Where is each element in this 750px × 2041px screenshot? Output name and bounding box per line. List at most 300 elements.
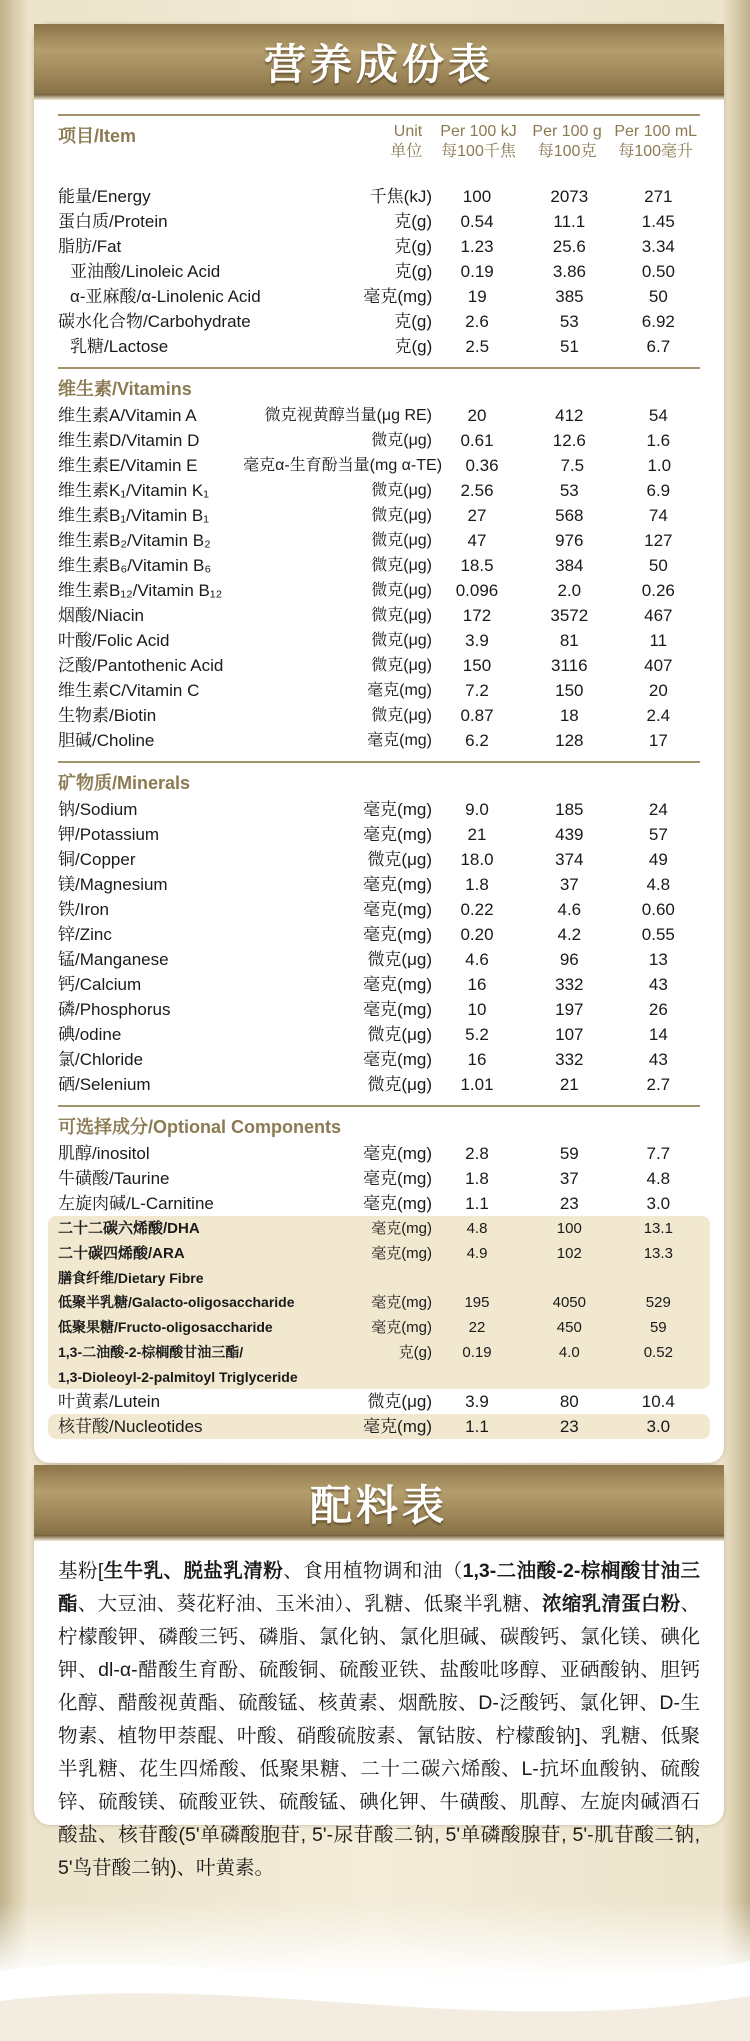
row-unit: 微克视黄醇当量(μg RE) xyxy=(264,407,433,424)
row-per-g: 107 xyxy=(555,1025,584,1044)
row-name: 磷/Phosphorus xyxy=(58,1000,171,1019)
table-row xyxy=(58,628,700,653)
header-unit xyxy=(363,122,422,184)
ingredients-panel xyxy=(34,1465,724,1879)
row-unit: 毫克(mg) xyxy=(363,1144,433,1163)
table-row-fos xyxy=(58,1315,700,1340)
highlight-block xyxy=(48,1216,710,1389)
table-header xyxy=(58,114,700,184)
table-row-gos xyxy=(58,1290,700,1315)
table-row xyxy=(58,184,700,209)
row-per-ml: 2.4 xyxy=(646,706,671,725)
row-per-kj: 0.096 xyxy=(455,581,499,600)
row-unit: 克(g) xyxy=(394,312,433,331)
row-unit: 毫克(mg) xyxy=(367,732,433,749)
table-row xyxy=(58,1141,700,1166)
row-name: 维生素E/Vitamin E xyxy=(58,456,198,475)
row-per-kj: 22 xyxy=(468,1319,486,1336)
row-per-g: 185 xyxy=(555,800,584,819)
row-per-ml: 57 xyxy=(648,825,668,844)
wave-graphic xyxy=(0,1901,750,2041)
row-per-kj: 172 xyxy=(462,606,492,625)
row-per-ml: 13.3 xyxy=(643,1245,673,1262)
row-per-ml: 6.9 xyxy=(646,481,671,500)
vitamins-section-title xyxy=(58,367,700,403)
row-name: 1,3-二油酸-2-棕榈酸甘油三酯/ xyxy=(58,1344,244,1360)
header-unit-cn: 单位 xyxy=(390,143,423,160)
row-per-g: 80 xyxy=(559,1392,579,1411)
row-unit: 毫克(mg) xyxy=(363,1169,433,1188)
ingr-bold-3: 浓缩乳清蛋白粉 xyxy=(542,1593,681,1615)
row-per-ml: 3.34 xyxy=(641,237,675,256)
row-per-kj: 47 xyxy=(467,531,487,550)
row-per-ml: 13 xyxy=(648,950,668,969)
row-name: 硒/Selenium xyxy=(58,1075,151,1094)
row-per-kj: 2.8 xyxy=(465,1144,489,1163)
header-col1-cn: 每100千焦 xyxy=(441,143,516,160)
row-per-g: 59 xyxy=(559,1144,579,1163)
row-per-g: 439 xyxy=(555,825,584,844)
ingr-bold-2: 1,3-二油酸-2-棕榈酸甘油三酯 xyxy=(58,1560,700,1615)
row-per-kj: 6.2 xyxy=(465,731,489,750)
row-unit: 毫克(mg) xyxy=(363,1050,433,1069)
tail-rows xyxy=(58,1389,700,1439)
row-per-g: 11.1 xyxy=(553,212,586,231)
row-unit: 微克(μg) xyxy=(371,482,433,499)
row-per-g: 450 xyxy=(556,1319,582,1336)
row-per-kj: 3.9 xyxy=(465,631,489,650)
table-row xyxy=(58,209,700,234)
row-per-g: 4.6 xyxy=(557,900,582,919)
table-row xyxy=(58,284,700,309)
row-name: 维生素B₂/Vitamin B₂ xyxy=(58,531,211,550)
row-per-g: 23 xyxy=(559,1417,579,1436)
row-per-g: 150 xyxy=(555,681,584,700)
row-per-kj: 1.8 xyxy=(465,875,489,894)
row-per-g: 96 xyxy=(559,950,579,969)
row-unit: 克(g) xyxy=(394,212,433,231)
row-per-ml: 17 xyxy=(648,731,668,750)
row-name: 能量/Energy xyxy=(58,187,151,206)
table-row xyxy=(58,1072,700,1097)
minerals-title: 矿物质/Minerals xyxy=(58,773,191,793)
row-per-ml: 0.52 xyxy=(643,1344,673,1361)
row-per-ml: 407 xyxy=(644,656,673,675)
row-per-ml: 0.26 xyxy=(641,581,675,600)
row-unit: 克(g) xyxy=(394,337,433,356)
row-per-ml: 74 xyxy=(648,506,668,525)
table-row xyxy=(58,334,700,359)
row-name: 脂肪/Fat xyxy=(58,237,122,256)
row-per-kj: 9.0 xyxy=(465,800,489,819)
row-per-ml: 13.1 xyxy=(643,1220,673,1237)
header-col3 xyxy=(611,122,700,184)
row-per-g: 4050 xyxy=(552,1294,586,1311)
row-per-ml: 10.4 xyxy=(641,1392,675,1411)
row-per-g: 53 xyxy=(559,481,579,500)
row-per-kj: 0.61 xyxy=(460,431,494,450)
row-per-kj: 2.56 xyxy=(460,481,494,500)
row-per-g: 51 xyxy=(559,337,579,356)
row-name: 钾/Potassium xyxy=(58,825,160,844)
row-per-kj: 4.9 xyxy=(466,1245,488,1262)
table-row xyxy=(58,259,700,284)
row-per-g: 412 xyxy=(555,406,584,425)
row-per-g: 37 xyxy=(559,1169,579,1188)
row-per-kj: 100 xyxy=(462,187,492,206)
table-row xyxy=(58,309,700,334)
table-row xyxy=(58,822,700,847)
row-per-g: 332 xyxy=(555,975,584,994)
row-unit: 微克(μg) xyxy=(371,432,433,449)
row-per-ml: 43 xyxy=(648,975,668,994)
row-per-kj: 0.20 xyxy=(460,925,494,944)
row-unit: 微克(μg) xyxy=(371,507,433,524)
row-unit: 微克(μg) xyxy=(367,1025,433,1044)
row-unit: 毫克(mg) xyxy=(371,1294,433,1311)
table-row xyxy=(58,997,700,1022)
row-per-ml: 50 xyxy=(648,556,668,575)
row-unit: 毫克(mg) xyxy=(363,1417,433,1436)
row-unit: 微克(μg) xyxy=(371,532,433,549)
row-per-g: 374 xyxy=(555,850,584,869)
table-row xyxy=(58,528,700,553)
ingr-prefix: 基粉[ xyxy=(58,1560,104,1582)
row-per-ml: 3.0 xyxy=(646,1194,671,1213)
row-per-kj: 150 xyxy=(462,656,492,675)
table-row xyxy=(58,1047,700,1072)
table-row xyxy=(58,1191,700,1216)
banner-edge xyxy=(34,1535,724,1541)
row-name: 泛酸/Pantothenic Acid xyxy=(58,656,224,675)
row-per-kj: 1.1 xyxy=(465,1194,489,1213)
row-per-ml: 6.92 xyxy=(641,312,675,331)
row-per-g: 384 xyxy=(555,556,584,575)
row-name: 蛋白质/Protein xyxy=(58,212,168,231)
row-per-ml: 0.50 xyxy=(641,262,675,281)
row-per-kj: 1.8 xyxy=(465,1169,489,1188)
vitamin-rows xyxy=(58,403,700,753)
row-per-g: 2.0 xyxy=(557,581,582,600)
row-per-kj: 2.5 xyxy=(465,337,490,356)
row-per-ml: 54 xyxy=(648,406,668,425)
row-per-ml: 11 xyxy=(649,631,668,650)
row-name: 胆碱/Choline xyxy=(58,731,155,750)
row-name: 钠/Sodium xyxy=(58,800,138,819)
table-row xyxy=(58,678,700,703)
row-per-ml: 14 xyxy=(648,1025,668,1044)
optional-section-title xyxy=(58,1105,700,1141)
row-unit: 微克(μg) xyxy=(371,632,433,649)
row-per-kj: 27 xyxy=(467,506,487,525)
row-per-ml: 0.60 xyxy=(641,900,675,919)
row-unit: 毫克α-生育酚当量(mg α-TE) xyxy=(243,457,443,474)
header-col2 xyxy=(523,122,612,184)
row-name: 镁/Magnesium xyxy=(58,875,168,894)
row-per-g: 12.6 xyxy=(552,431,586,450)
fibre-label: 膳食纤维/Dietary Fibre xyxy=(58,1270,204,1286)
row-per-g: 4.2 xyxy=(557,925,582,944)
row-per-kj: 2.6 xyxy=(465,312,489,331)
opo-english-name: 1,3-Dioleoyl-2-palmitoyl Triglyceride xyxy=(58,1369,298,1385)
mineral-rows xyxy=(58,797,700,1097)
row-per-kj: 18.5 xyxy=(460,556,494,575)
row-per-kj: 18.0 xyxy=(460,850,494,869)
row-unit: 克(g) xyxy=(394,237,433,256)
table-row xyxy=(58,653,700,678)
row-unit: 毫克(mg) xyxy=(371,1245,433,1262)
row-name: 二十二碳六烯酸/DHA xyxy=(58,1220,200,1237)
row-name: 核苷酸/Nucleotides xyxy=(58,1417,203,1436)
row-name: 低聚果糖/Fructo-oligosaccharide xyxy=(58,1319,273,1335)
table-row xyxy=(58,503,700,528)
basic-rows xyxy=(58,184,700,359)
row-name: 维生素B₆/Vitamin B₆ xyxy=(58,556,212,575)
row-unit: 毫克(mg) xyxy=(371,1319,433,1336)
row-per-kj: 0.19 xyxy=(462,1344,492,1361)
row-per-g: 2073 xyxy=(550,187,589,206)
ingredients-text xyxy=(34,1541,724,1899)
row-per-kj: 195 xyxy=(464,1294,490,1311)
header-item: 项目/Item xyxy=(58,126,137,146)
header-col1 xyxy=(434,122,523,184)
row-per-ml: 20 xyxy=(648,681,668,700)
row-per-kj: 1.01 xyxy=(460,1075,494,1094)
row-per-g: 3572 xyxy=(550,606,589,625)
row-name: 铁/Iron xyxy=(58,900,110,919)
row-unit: 毫克(mg) xyxy=(363,925,433,944)
row-name: α-亚麻酸/α-Linolenic Acid xyxy=(70,287,261,306)
header-col3-en: Per 100 mL xyxy=(614,123,698,140)
row-per-g: 102 xyxy=(556,1245,582,1262)
row-unit: 微克(μg) xyxy=(371,582,433,599)
row-per-ml: 24 xyxy=(648,800,668,819)
row-per-g: 976 xyxy=(555,531,584,550)
row-name: 维生素B₁/Vitamin B₁ xyxy=(58,506,209,525)
row-per-kj: 0.36 xyxy=(465,456,499,475)
row-per-kj: 19 xyxy=(467,287,487,306)
row-per-g: 23 xyxy=(559,1194,579,1213)
row-unit: 毫克(mg) xyxy=(363,1194,433,1213)
row-unit: 毫克(mg) xyxy=(363,975,433,994)
row-name: 维生素A/Vitamin A xyxy=(58,406,197,425)
row-per-kj: 3.9 xyxy=(465,1392,489,1411)
row-per-kj: 0.19 xyxy=(460,262,494,281)
row-unit: 微克(μg) xyxy=(371,707,433,724)
row-per-kj: 7.2 xyxy=(465,681,489,700)
row-unit: 克(g) xyxy=(398,1344,433,1361)
row-per-ml: 0.55 xyxy=(641,925,675,944)
row-per-ml: 4.8 xyxy=(646,1169,671,1188)
nutrition-title: 营养成份表 xyxy=(263,40,494,89)
row-name: 维生素C/Vitamin C xyxy=(58,681,200,700)
row-per-g: 128 xyxy=(555,731,584,750)
row-per-g: 7.5 xyxy=(560,456,585,475)
row-unit: 毫克(mg) xyxy=(363,800,433,819)
header-col2-cn: 每100克 xyxy=(537,143,597,160)
row-per-kj: 0.22 xyxy=(460,900,494,919)
ingr-text-3: 、柠檬酸钾、磷酸三钙、磷脂、氯化钠、氯化胆碱、碳酸钙、氯化镁、碘化钾、dl-α-醋酸生育酚、硫酸铜、硫酸亚铁、盐酸吡哆醇、亚硒酸钠、胆钙化醇、醋酸视黄酯、硫酸锰、核黄素、烟酰胺、D-泛酸钙、氯化钾、D-生物素、植物甲萘醌、叶酸、硝酸硫胺素、氰钴胺、柠檬酸钠]、乳糖、低聚半乳糖、花生四烯酸、低聚果糖、二十二碳六烯酸、L-抗坏血酸钠、硫酸锌、硫酸镁、硫酸亚铁、硫酸锰、碘化钾、牛磺酸、肌醇、左旋肉碱酒石酸盐、核苷酸(5'单磷酸胞苷, 5'-尿苷酸二钠, 5'单磷酸腺苷, 5'-肌苷酸二钠, 5'鸟苷酸二钠)、叶黄素。 xyxy=(58,1593,700,1879)
row-unit: 微克(μg) xyxy=(367,850,433,869)
row-per-ml: 2.7 xyxy=(646,1075,671,1094)
row-per-ml: 59 xyxy=(649,1319,667,1336)
row-unit: 微克(μg) xyxy=(371,607,433,624)
table-row xyxy=(58,478,700,503)
ingr-text-2: 、大豆油、葵花籽油、玉米油）、乳糖、低聚半乳糖、 xyxy=(77,1593,543,1615)
table-row xyxy=(58,553,700,578)
row-name: 维生素K₁/Vitamin K₁ xyxy=(58,481,209,500)
row-unit: 毫克(mg) xyxy=(363,1000,433,1019)
row-unit: 毫克(mg) xyxy=(363,287,433,306)
row-per-ml: 1.6 xyxy=(646,431,671,450)
header-col3-cn: 每100毫升 xyxy=(618,143,694,160)
decorative-wave xyxy=(0,1901,750,2041)
table-row xyxy=(58,578,700,603)
row-name: 烟酸/Niacin xyxy=(58,606,144,625)
row-per-kj: 16 xyxy=(467,1050,487,1069)
row-per-kj: 4.6 xyxy=(465,950,489,969)
row-per-g: 3116 xyxy=(551,656,588,675)
row-name: 生物素/Biotin xyxy=(58,706,157,725)
row-name: 二十碳四烯酸/ARA xyxy=(58,1245,185,1262)
header-col1-en: Per 100 kJ xyxy=(440,123,517,140)
table-row xyxy=(58,1389,700,1414)
minerals-section-title xyxy=(58,761,700,797)
ingr-text-1: 、食用植物调和油（ xyxy=(283,1560,463,1582)
table-row xyxy=(58,1022,700,1047)
row-name: 左旋肉碱/L-Carnitine xyxy=(58,1194,214,1213)
table-row xyxy=(58,234,700,259)
vitamins-title: 维生素/Vitamins xyxy=(58,379,192,399)
row-unit: 毫克(mg) xyxy=(371,1220,433,1237)
row-unit: 克(g) xyxy=(394,262,433,281)
row-name: 叶酸/Folic Acid xyxy=(58,631,170,650)
table-row-dha xyxy=(58,1216,700,1241)
table-row xyxy=(58,428,700,453)
table-row xyxy=(48,1414,710,1439)
table-row xyxy=(58,603,700,628)
row-name: 铜/Copper xyxy=(58,850,136,869)
row-per-kj: 0.54 xyxy=(460,212,494,231)
row-per-ml: 3.0 xyxy=(646,1417,671,1436)
table-row xyxy=(58,453,700,478)
row-per-g: 53 xyxy=(559,312,579,331)
row-name: 维生素B₁₂/Vitamin B₁₂ xyxy=(58,581,223,600)
row-per-ml: 49 xyxy=(648,850,668,869)
row-unit: 微克(μg) xyxy=(367,1075,433,1094)
ingredients-title: 配料表 xyxy=(309,1481,448,1530)
header-unit-en: Unit xyxy=(393,123,423,140)
nutrition-title-banner xyxy=(34,24,724,100)
row-per-ml: 43 xyxy=(648,1050,668,1069)
table-row xyxy=(58,947,700,972)
table-row-ara xyxy=(58,1241,700,1266)
row-per-g: 3.86 xyxy=(552,262,586,281)
table-row-opo xyxy=(58,1340,700,1365)
row-name: 钙/Calcium xyxy=(58,975,142,994)
table-row xyxy=(58,703,700,728)
nutrition-table xyxy=(34,100,724,1463)
row-unit: 毫克(mg) xyxy=(363,900,433,919)
row-per-kj: 1.23 xyxy=(460,237,494,256)
row-name: 乳糖/Lactose xyxy=(70,337,169,356)
row-unit: 毫克(mg) xyxy=(363,825,433,844)
row-per-g: 385 xyxy=(555,287,584,306)
table-row xyxy=(58,847,700,872)
row-per-ml: 26 xyxy=(648,1000,668,1019)
row-per-g: 197 xyxy=(555,1000,584,1019)
row-per-kj: 5.2 xyxy=(465,1025,489,1044)
row-name: 碳水化合物/Carbohydrate xyxy=(58,312,251,331)
row-name: 锌/Zinc xyxy=(58,925,112,944)
optional-rows xyxy=(58,1141,700,1216)
row-per-g: 81 xyxy=(559,631,579,650)
row-per-kj: 16 xyxy=(467,975,487,994)
row-name: 牛磺酸/Taurine xyxy=(58,1169,170,1188)
table-row xyxy=(58,872,700,897)
row-per-kj: 1.1 xyxy=(465,1417,489,1436)
table-row xyxy=(58,1166,700,1191)
row-per-g: 568 xyxy=(555,506,584,525)
row-per-ml: 50 xyxy=(648,287,668,306)
table-row xyxy=(58,728,700,753)
row-name: 氯/Chloride xyxy=(58,1050,144,1069)
row-name: 叶黄素/Lutein xyxy=(58,1392,161,1411)
row-unit: 微克(μg) xyxy=(371,657,433,674)
row-name: 低聚半乳糖/Galacto-oligosaccharide xyxy=(58,1294,295,1310)
row-name: 碘/odine xyxy=(58,1025,122,1044)
table-row xyxy=(58,797,700,822)
table-row xyxy=(58,403,700,428)
row-name: 肌醇/inositol xyxy=(58,1144,150,1163)
row-name: 亚油酸/Linoleic Acid xyxy=(70,262,221,281)
row-per-ml: 271 xyxy=(644,187,673,206)
row-per-g: 332 xyxy=(555,1050,584,1069)
row-per-ml: 6.7 xyxy=(646,337,671,356)
row-unit: 千焦(kJ) xyxy=(369,187,433,206)
row-name: 维生素D/Vitamin D xyxy=(58,431,200,450)
row-per-ml: 1.45 xyxy=(641,212,675,231)
row-per-g: 25.6 xyxy=(552,237,586,256)
table-row xyxy=(58,972,700,997)
row-per-g: 4.0 xyxy=(558,1344,580,1361)
table-row xyxy=(58,922,700,947)
row-per-ml: 7.7 xyxy=(646,1144,671,1163)
row-per-kj: 0.87 xyxy=(460,706,494,725)
row-unit: 微克(μg) xyxy=(371,557,433,574)
row-unit: 毫克(mg) xyxy=(367,682,433,699)
row-unit: 微克(μg) xyxy=(367,1392,433,1411)
row-per-g: 100 xyxy=(556,1220,582,1237)
table-row xyxy=(58,897,700,922)
row-name: 锰/Manganese xyxy=(58,950,169,969)
row-per-kj: 21 xyxy=(467,825,487,844)
ingr-bold-1: 生牛乳、脱盐乳清粉 xyxy=(103,1560,284,1582)
row-unit: 毫克(mg) xyxy=(363,875,433,894)
row-per-g: 37 xyxy=(559,875,579,894)
row-per-g: 18 xyxy=(559,706,579,725)
row-per-ml: 127 xyxy=(644,531,673,550)
nutrition-panel xyxy=(34,24,724,1463)
row-per-ml: 467 xyxy=(644,606,673,625)
row-per-ml: 529 xyxy=(645,1294,671,1311)
ingredients-title-banner xyxy=(34,1465,724,1541)
row-per-kj: 4.8 xyxy=(466,1220,488,1237)
header-col2-en: Per 100 g xyxy=(532,123,602,140)
row-per-kj: 20 xyxy=(467,406,487,425)
row-per-kj: 10 xyxy=(467,1000,487,1019)
row-per-ml: 4.8 xyxy=(646,875,671,894)
